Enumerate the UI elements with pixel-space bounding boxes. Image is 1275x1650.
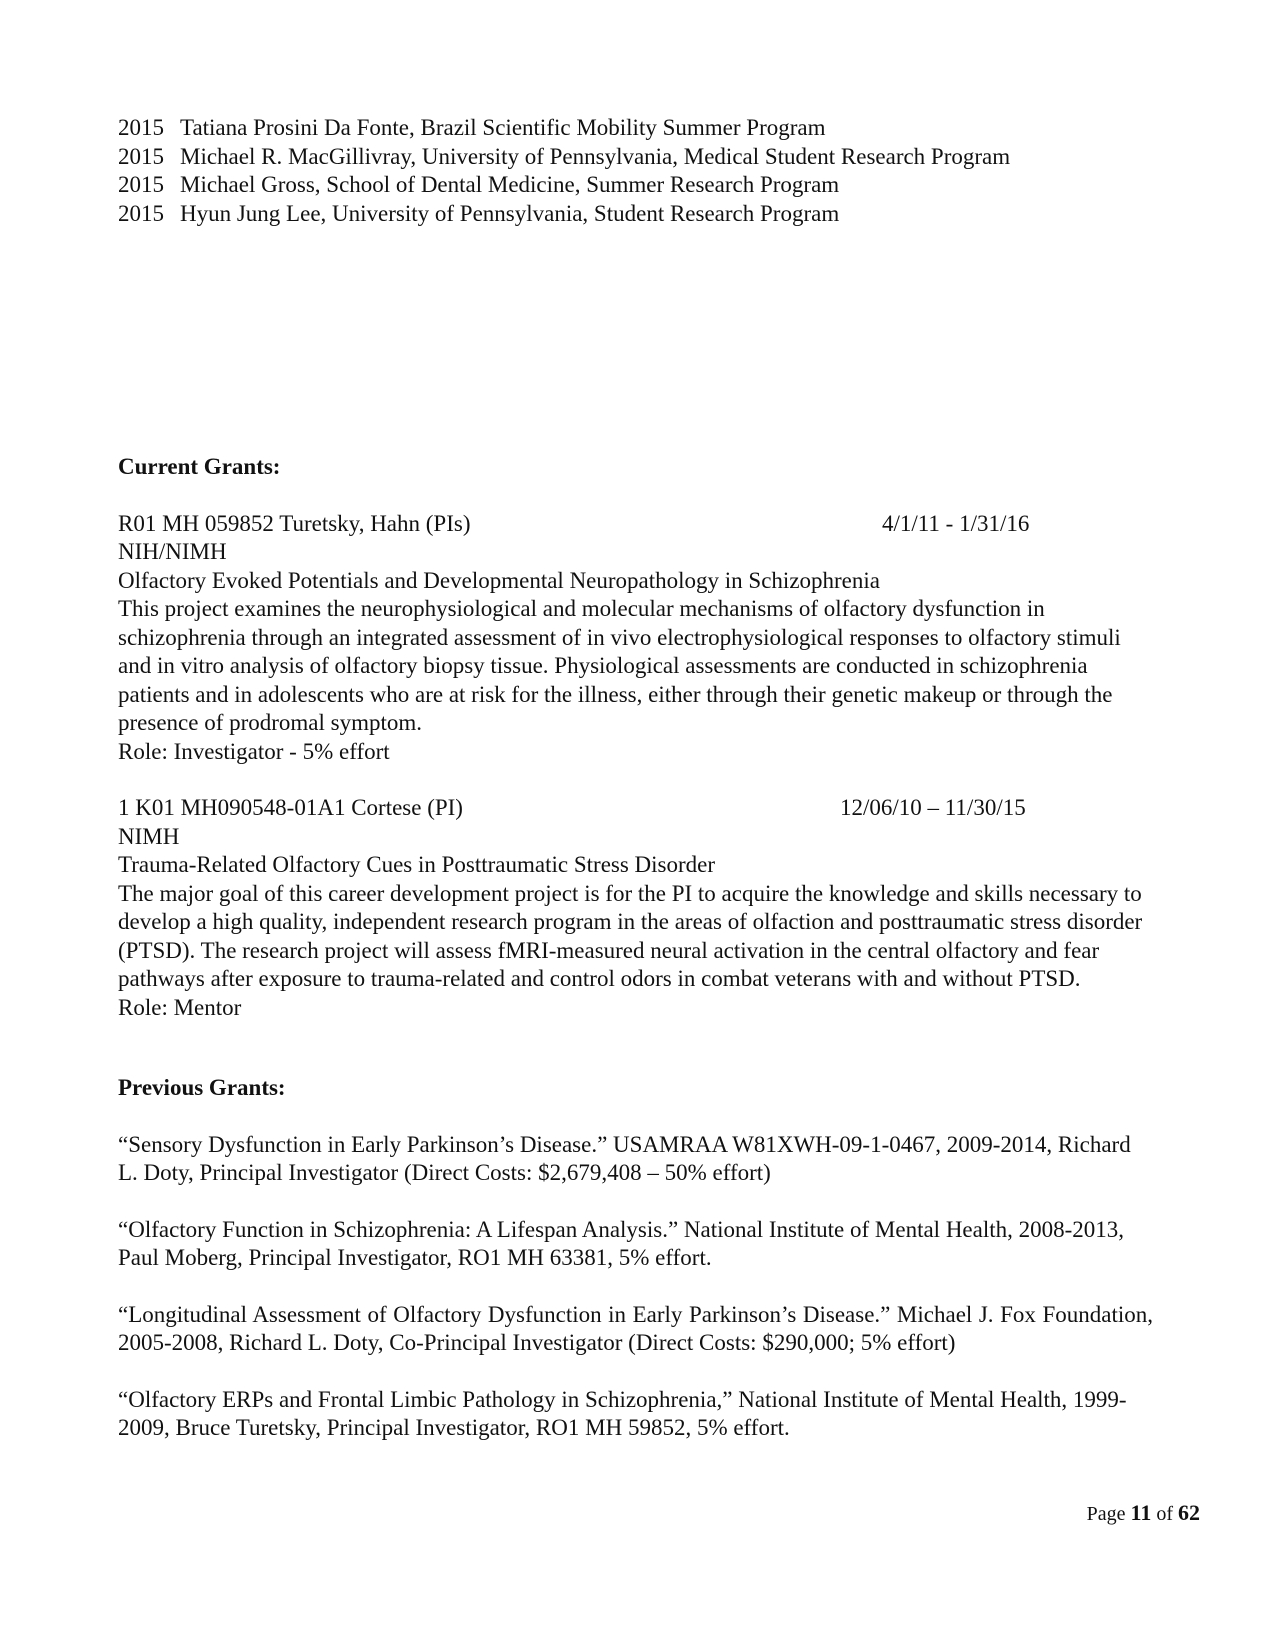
grant-role: Role: Mentor bbox=[118, 994, 242, 1020]
student-list bbox=[118, 114, 1010, 228]
student-year: 2015 bbox=[118, 200, 164, 226]
grant-title: Trauma-Related Olfactory Cues in Posttraumatic Stress Disorder bbox=[118, 852, 716, 877]
student-entry bbox=[118, 171, 1010, 200]
grant-header bbox=[118, 510, 1153, 539]
grant-description: The major goal of this career development project is for the PI to acquire the knowledge and skills necessary to develop a high quality, independent research program in the areas of olfaction and posttraumatic stress disorder (PTSD). The research project will assess fMRI-measured neural activation in the central olfactory and fear pathways after exposure to trauma-related and control odors in combat veterans with and without PTSD. bbox=[118, 880, 1143, 991]
grant-agency: NIH/NIMH bbox=[118, 539, 227, 564]
grant-agency: NIMH bbox=[118, 823, 180, 849]
student-entry bbox=[118, 114, 1010, 143]
current-grants-section bbox=[118, 453, 1153, 1022]
page-label: Page bbox=[1086, 1503, 1126, 1525]
grant-header bbox=[118, 794, 1153, 823]
page-current: 11 bbox=[1130, 1500, 1152, 1525]
grant-description: This project examines the neurophysiological and molecular mechanisms of olfactory dysfunction in schizophrenia through an integrated assessment of in vivo electrophysiological responses to olfactory stimuli and in vitro analysis of olfactory biopsy tissue. Physiological assessments are conducted in schizophrenia patients and in adolescents who are at risk for the illness, either through their genetic makeup or through the presence of prodromal symptom. bbox=[118, 596, 1121, 735]
grant-id: 1 K01 MH090548-01A1 Cortese (PI) bbox=[118, 795, 463, 820]
student-entry bbox=[118, 143, 1010, 172]
student-year: 2015 bbox=[118, 143, 164, 169]
grant-dates: 4/1/11 - 1/31/16 bbox=[882, 510, 1030, 536]
page-number-footer bbox=[1087, 1500, 1200, 1526]
grant-id: R01 MH 059852 Turetsky, Hahn (PIs) bbox=[118, 510, 471, 536]
current-grants-heading: Current Grants: bbox=[118, 454, 281, 479]
grant-entry bbox=[118, 794, 1153, 1022]
grant-title: Olfactory Evoked Potentials and Developmental Neuropathology in Schizophrenia bbox=[118, 567, 880, 593]
student-text: Michael Gross, School of Dental Medicine, Summer Research Program bbox=[180, 172, 840, 197]
student-year: 2015 bbox=[118, 172, 164, 197]
student-text: Tatiana Prosini Da Fonte, Brazil Scientific Mobility Summer Program bbox=[180, 115, 826, 140]
previous-grant-item: “Olfactory ERPs and Frontal Limbic Pathology in Schizophrenia,” National Institute of Mental Health, 1999-2009, Bruce Turetsky, Principal Investigator, RO1 MH 59852, 5% effort. bbox=[118, 1386, 1127, 1440]
student-text: Hyun Jung Lee, University of Pennsylvania, Student Research Program bbox=[180, 200, 840, 226]
grant-dates: 12/06/10 – 11/30/15 bbox=[840, 795, 1026, 820]
student-entry bbox=[118, 200, 1010, 229]
student-text: Michael R. MacGillivray, University of Pennsylvania, Medical Student Research Program bbox=[180, 143, 1011, 169]
previous-grant-item: “Olfactory Function in Schizophrenia: A Lifespan Analysis.” National Institute of Mental Health, 2008-2013, Paul Moberg, Principal Investigator, RO1 MH 63381, 5% effort. bbox=[118, 1216, 1125, 1270]
page-of-label: of bbox=[1156, 1503, 1173, 1525]
previous-grants-heading: Previous Grants: bbox=[118, 1075, 286, 1100]
page-total: 62 bbox=[1178, 1500, 1200, 1525]
previous-grants-section bbox=[118, 1074, 1153, 1443]
grant-role: Role: Investigator - 5% effort bbox=[118, 738, 390, 764]
grant-entry bbox=[118, 510, 1153, 767]
previous-grant-item: “Sensory Dysfunction in Early Parkinson’s Disease.” USAMRAA W81XWH-09-1-0467, 2009-2014, Richard L. Doty, Principal Investigator (Direct Costs: $2,679,408 – 50% effort) bbox=[118, 1131, 1131, 1185]
student-year: 2015 bbox=[118, 115, 164, 140]
previous-grant-item: “Longitudinal Assessment of Olfactory Dysfunction in Early Parkinson’s Disease.” Michael J. Fox Foundation, 2005-2008, Richard L. Doty, Co-Principal Investigator (Direct Costs: $290,000; 5% effort) bbox=[118, 1301, 1153, 1355]
